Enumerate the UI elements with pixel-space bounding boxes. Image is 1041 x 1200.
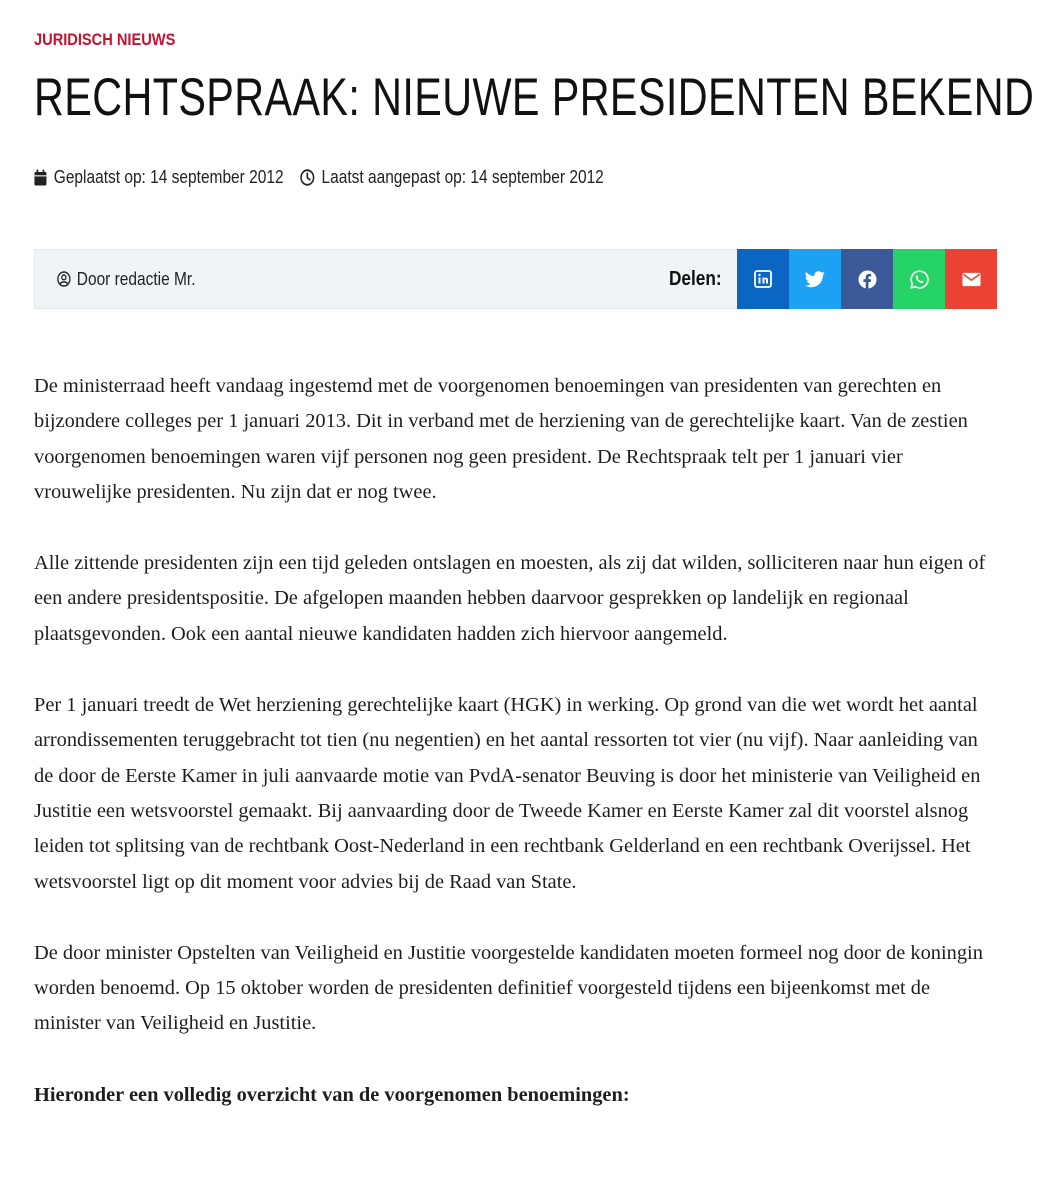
whatsapp-icon xyxy=(910,270,929,289)
share-label: Delen: xyxy=(669,267,722,290)
user-circle-icon xyxy=(57,271,71,287)
article-paragraph: Alle zittende presidenten zijn een tijd geleden ontslagen en moesten, als zij dat wilden, solliciteren naar hun eigen of een andere presidentspositie. De afgelopen maanden hebben daarvoor gesprekken op landelijk en regionaal plaatsgevonden. Ook een aantal nieuwe kandidaten hadden zich hiervoor aangemeld. xyxy=(34,552,986,645)
post-meta xyxy=(34,164,653,190)
linkedin-icon xyxy=(754,270,772,288)
author xyxy=(57,250,196,308)
article-paragraph: De ministerraad heeft vandaag ingestemd met de voorgenomen benoemingen van presidenten van gerechten en bijzondere colleges per 1 januari 2013. Dit in verband met de herziening van de gerechtelijke kaart. Van de zestien voorgenomen benoemingen waren vijf personen nog geen president. De Rechtspraak telt per 1 januari vier vrouwelijke presidenten. Nu zijn dat er nog twee. xyxy=(34,375,968,503)
share-linkedin-button[interactable] xyxy=(737,249,789,309)
facebook-icon xyxy=(858,270,877,289)
category-link[interactable]: JURIDISCH NIEUWS xyxy=(34,30,176,49)
overview-heading: Hieronder een volledig overzicht van de voorgenomen benoemingen: xyxy=(34,1083,630,1106)
share-buttons xyxy=(737,249,997,309)
article-paragraph: Per 1 januari treedt de Wet herziening gerechtelijke kaart (HGK) in werking. Op grond van die wet wordt het aantal arrondissementen teruggebracht tot tien (nu negentien) en het aantal ressorten tot vier (nu vijf). Naar aanleiding van de door de Eerste Kamer in juli aanvaarde motie van PvdA-senator Beuving is door het ministerie van Veiligheid en Justitie een wetsvoorstel gemaakt. Bij aanvaarding door de Tweede Kamer en Eerste Kamer zal dit voorstel alsnog leiden tot splitsing van de rechtbank Oost-Nederland in een rechtbank Gelderland en een rechtbank Overijssel. Het wetsvoorstel ligt op dit moment voor advies bij de Raad van State. xyxy=(34,694,981,893)
calendar-icon xyxy=(34,169,47,186)
share-email-button[interactable] xyxy=(945,249,997,309)
share-facebook-button[interactable] xyxy=(841,249,893,309)
modified-date-text: Laatst aangepast op: 14 september 2012 xyxy=(321,166,604,187)
twitter-icon xyxy=(805,271,825,288)
clock-icon xyxy=(300,169,315,186)
share-whatsapp-button[interactable] xyxy=(893,249,945,309)
posted-date-text: Geplaatst op: 14 september 2012 xyxy=(53,166,284,187)
envelope-icon xyxy=(962,272,981,287)
page-title: RECHTSPRAAK: NIEUWE PRESIDENTEN BEKEND xyxy=(34,68,1035,127)
article-paragraph: De door minister Opstelten van Veiligheid en Justitie voorgestelde kandidaten moeten formeel nog door de koningin worden benoemd. Op 15 oktober worden de presidenten definitief voorgesteld tijdens een bijeenkomst met de minister van Veiligheid en Justitie. xyxy=(34,941,983,1035)
posted-date xyxy=(34,166,284,188)
modified-date xyxy=(300,167,604,188)
share-twitter-button[interactable] xyxy=(789,249,841,309)
share-bar xyxy=(34,249,996,309)
author-name: Door redactie Mr. xyxy=(76,268,196,289)
article-body xyxy=(34,369,996,1149)
